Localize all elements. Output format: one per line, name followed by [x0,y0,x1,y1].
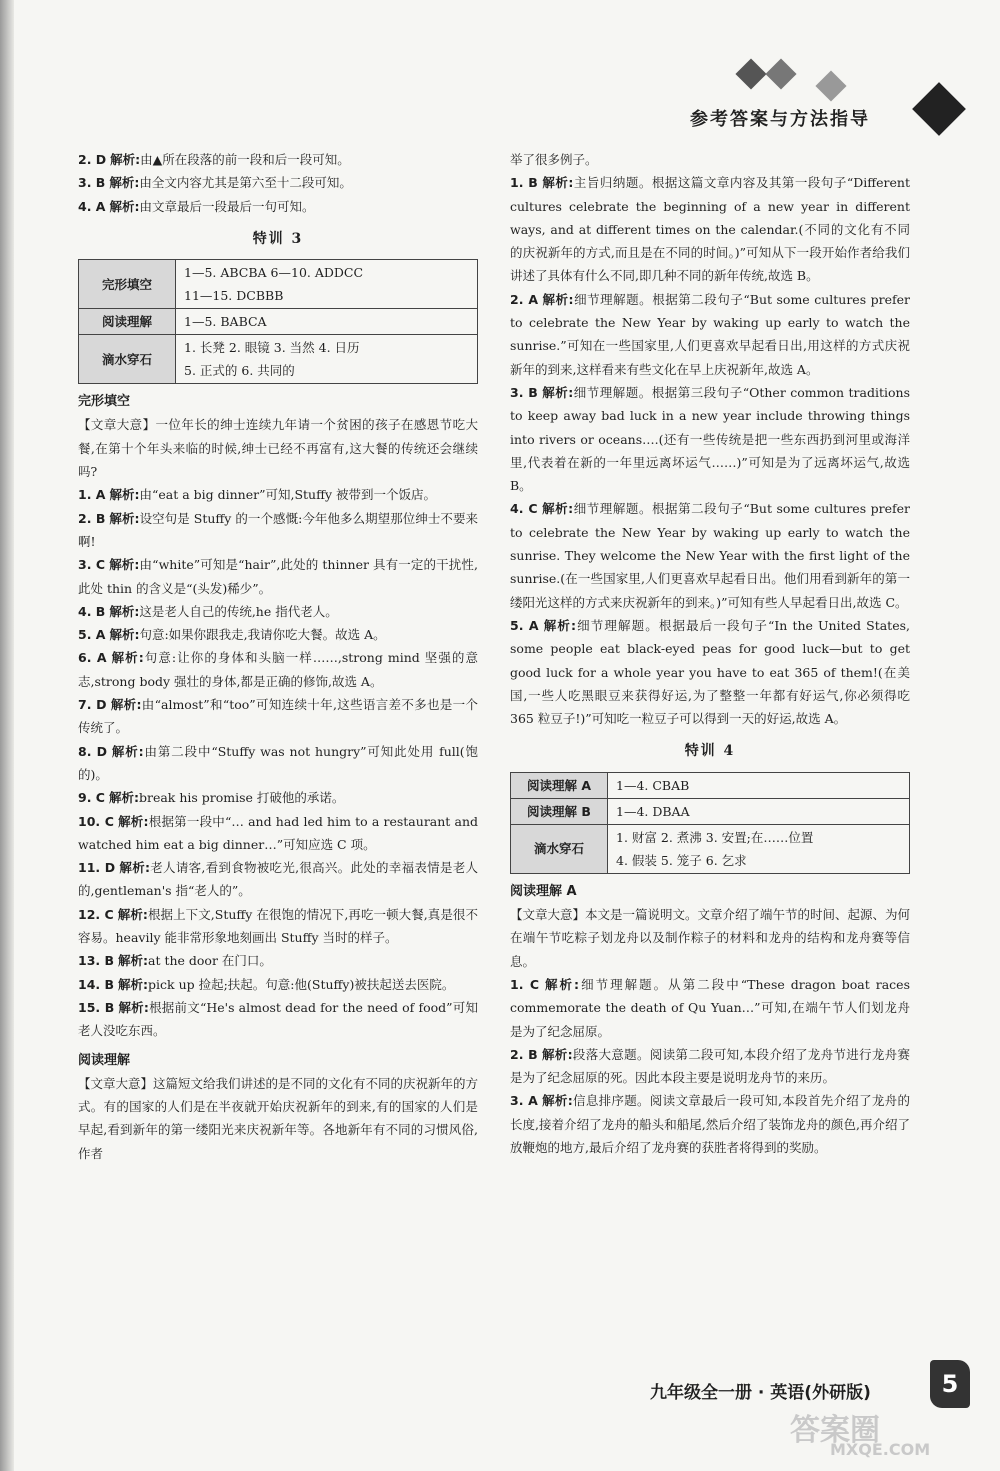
item-label: 解析: [542,291,574,307]
table-key: 完形填空 [79,260,176,309]
item-text: 由“eat a big dinner”可知,Stuffy 被带到一个饭店。 [139,487,436,503]
table-row [511,824,910,873]
item-number: 12. C [78,906,114,922]
item-number: 2. A [510,291,538,307]
item-number: 8. D [78,743,108,759]
item-number: 2. B [510,1046,538,1062]
answer-item [78,786,478,809]
item-text: pick up 捡起;扶起。句意:他(Stuffy)被扶起送去医院。 [148,976,455,992]
table-value: 1—4. CBAB [608,772,910,798]
answer-table-3 [78,259,478,384]
table-value: 1. 财富 2. 煮沸 3. 安置;在……位置 4. 假装 5. 笼子 6. 乞求 [608,824,910,873]
item-number: 11. D [78,860,116,876]
article-summary: 【文章大意】一位年长的绅士连续九年请一个贫困的孩子在感恩节吃大餐,在第十个年头来临的时候,绅士已经不再富有,这大餐的传统还会继续吗? [78,417,478,480]
answer-table-4 [510,772,910,874]
section-heading: 阅读理解 A [510,883,577,899]
table-row [511,772,910,798]
answer-item [78,623,478,646]
watermark-url: MXQE.COM [830,1440,931,1459]
item-number: 4. B [78,603,106,619]
answer-item [78,810,478,857]
item-label: 解析: [118,999,149,1015]
item-text: 由“white”可知是“hair”,此处的 thinner 具有一定的干扰性,此处 thin 的含义是“(头发)稀少”。 [78,557,478,596]
item-number: 7. D [78,697,107,713]
answer-item [78,483,478,506]
item-text: 由文章最后一段最后一句可知。 [139,198,315,214]
item-label: 解析: [542,175,574,191]
item-text: 句意:让你的身体和头脑一样……,strong mind 坚强的意志,strong body 强壮的身体,都是正确的修饰,故选 A。 [78,650,479,689]
table-value: 1—5. ABCBA 6—10. ADDCC 11—15. DCBBB [176,260,478,309]
answer-item [510,497,910,613]
item-number: 15. B [78,999,115,1015]
answer-item [510,171,910,287]
answer-item [78,600,478,623]
item-label: 解析: [542,384,574,400]
answer-item [510,1089,910,1159]
item-label: 解析: [118,813,149,829]
item-text: 根据前文“He's almost dead for the need of food”可知老人没吃东西。 [78,999,478,1039]
table-key: 阅读理解 B [511,798,608,824]
item-number: 3. B [78,175,106,191]
item-number: 3. B [510,384,538,400]
item-text: 主旨归纳题。根据这篇文章内容及其第一段句子“Different cultures celebrate the beginning of a new year in different ways, and at different times on the calendar.(不同的文化有不同的庆祝新年的方式,而且是在不同的时间。)”可知从下一段开始作者给我们讲述了具体有什么不同,即几种不同的新年传统,故选 B。 [510,175,911,284]
item-text: 段落大意题。阅读第二段可知,本段介绍了龙舟节进行龙舟赛是为了纪念屈原的死。因此本段主要是说明龙舟节的来历。 [510,1046,910,1086]
item-text: 句意:如果你跟我走,我请你吃大餐。故选 A。 [139,627,386,643]
diamond-ornament [815,70,846,101]
answer-item [510,381,910,497]
answer-item [78,148,478,171]
item-label: 解析: [109,603,140,619]
item-text: 根据第一段中“… and had led him to a restaurant and watched him eat a big dinner…”可知应选 C 项。 [78,813,479,852]
section-title-3: 特训 3 [252,230,304,247]
item-label: 解析: [542,501,574,517]
item-number: 1. A [78,487,106,503]
item-number: 5. A [78,627,106,643]
item-text: 根据上下文,Stuffy 在很饱的情况下,再吃一顿大餐,真是很不容易。heavily 能非常形象地刻画出 Stuffy 当时的样子。 [78,906,478,946]
item-text: 信息排序题。阅读文章最后一段可知,本段首先介绍了龙舟的长度,接着介绍了龙舟的船头和船尾,然后介绍了装饰龙舟的颜色,再介绍了放鞭炮的地方,最后介绍了龙舟赛的获胜者将得到的奖励。 [510,1093,910,1155]
item-label: 解析: [109,557,140,573]
item-number: 3. A [510,1093,538,1109]
answer-item [510,973,910,1043]
answer-item [78,903,478,950]
diamond-ornament [765,58,796,89]
answer-item [78,646,478,693]
item-text: 老人请客,看到食物被吃光,很高兴。此处的幸福表情是老人的,gentleman's 指“老人的”。 [78,860,478,899]
item-number: 2. D [78,152,107,167]
item-text: 由第二段中“Stuffy was not hungry”可知此处用 full(饱的)。 [78,743,478,782]
item-label: 解析: [111,743,144,759]
item-label: 解析: [119,860,150,876]
table-value: 1—5. BABCA [176,309,478,335]
item-label: 解析: [118,953,149,969]
answer-item [510,614,910,730]
item-label: 解析: [545,976,580,992]
item-text: 设空句是 Stuffy 的一个感慨:今年他多么期望那位绅士不要来啊! [78,510,479,549]
item-number: 4. C [510,501,538,517]
article-summary: 【文章大意】这篇短文给我们讲述的是不同的文化有不同的庆祝新年的方式。有的国家的人们是在半夜就开始庆祝新年的到来,有的国家的人们是早起,看到新年的第一缕阳光来庆祝新年等。各地新年有不同的习惯风俗,作者 [78,1075,479,1161]
table-value: 1. 长凳 2. 眼镜 3. 当然 4. 日历 5. 正式的 6. 共同的 [176,335,478,384]
diamond-ornament [735,58,766,89]
item-number: 13. B [78,953,115,969]
item-text: at the door 在门口。 [148,953,272,969]
item-label: 解析: [109,198,140,214]
item-label: 解析: [117,906,148,922]
item-number: 4. A [78,198,106,214]
item-label: 解析: [111,650,144,666]
item-text: 细节理解题。从第二段中“These dragon boat races commemorate the death of Qu Yuan…”可知,在端午节人们划龙舟是为了纪念屈原。 [510,976,910,1039]
item-text: 细节理解题。根据最后一段句子“In the United States, some people eat black-eyed peas for good luck—but to get good luck for a whole year you have to eat 365 of them!(在美国,一些人吃黑眼豆来获得好运,为了整整一年都有好运气,你必须得吃 365 粒豆子!)”可知吃一粒豆子可以得到一天的好运,故选 A。 [510,617,910,727]
item-text: 由全文内容尤其是第六至十二段可知。 [139,175,352,191]
table-key: 阅读理解 [79,309,176,335]
item-number: 2. B [78,510,106,526]
item-label: 解析: [110,152,141,167]
item-label: 解析: [108,790,139,806]
book-spine [0,0,14,1471]
table-key: 滴水穿石 [511,824,608,873]
table-row [79,260,478,309]
answer-item [78,507,478,554]
table-key: 阅读理解 A [511,772,608,798]
section-heading: 阅读理解 [78,1052,131,1068]
footer-text: 九年级全一册 · 英语(外研版) [650,1383,871,1403]
answer-item [78,856,478,903]
item-text: 细节理解题。根据第三段句子“Other common traditions to keep away bad luck in a new year include throwing things into rivers or oceans….(还有一些传统是把一些东西扔到河里或海洋里,代表着在新的一年里远离坏运气……)”可知是为了远离坏运气,故选 B。 [510,384,910,494]
item-label: 解析: [109,627,140,643]
page-number: 5 [930,1360,970,1408]
answer-item [510,1043,910,1090]
answer-item [78,171,478,194]
item-label: 解析: [109,175,140,191]
item-text: 细节理解题。根据第二段句子“But some cultures prefer to celebrate the New Year by waking up early to watch the sunrise. They welcome the New Year with the first light of the sunrise.(在一些国家里,人们更喜欢早起看日出。他们用看到新年的第一缕阳光这样的方式来庆祝新年的到来。)”可知有些人早起看日出,故选 C。 [510,501,910,610]
left-column [78,148,478,1165]
answer-item [78,195,478,218]
answer-item [78,973,478,996]
table-value: 1—4. DBAA [608,798,910,824]
item-label: 解析: [543,617,576,633]
item-number: 1. C [510,976,539,992]
answer-item [78,693,478,740]
item-label: 解析: [110,697,142,713]
item-number: 6. A [78,650,107,666]
article-summary: 【文章大意】本文是一篇说明文。文章介绍了端午节的时间、起源、为何在端午节吃粽子划龙舟以及制作粽子的材料和龙舟的结构和龙舟赛等信息。 [510,907,911,969]
table-row [511,798,910,824]
table-key: 滴水穿石 [79,335,176,384]
item-text: 由“almost”和“too”可知连续十年,这些语言差不多也是一个传统了。 [78,697,478,736]
continued-text: 举了很多例子。 [510,152,598,167]
item-text: 细节理解题。根据第二段句子“But some cultures prefer to celebrate the New Year by waking up early to watch the sunrise.”可知在一些国家里,人们更喜欢早起看日出,用这样的方式庆祝新年的到来,这样看来有些文化在早上庆祝新年,故选 A。 [510,291,910,377]
item-label: 解析: [109,510,140,526]
item-label: 解析: [109,487,140,503]
item-label: 解析: [541,1046,573,1062]
item-number: 14. B [78,976,115,992]
item-number: 1. B [510,175,538,191]
item-number: 10. C [78,813,114,829]
item-text: break his promise 打破他的承诺。 [138,790,345,806]
item-number: 3. C [78,557,106,573]
item-number: 9. C [78,790,105,806]
item-label: 解析: [542,1093,573,1109]
answer-item [510,288,910,381]
section-heading: 完形填空 [78,394,131,410]
right-column [510,148,910,1159]
item-text: 这是老人自己的传统,he 指代老人。 [139,603,338,619]
item-text: 由▲所在段落的前一段和后一段可知。 [140,152,350,167]
watermark-logo: 答案圈 [790,1413,880,1448]
section-title-4: 特训 4 [684,743,736,760]
table-row [79,309,478,335]
answer-item [78,996,478,1043]
answer-item [78,949,478,972]
answer-item [78,553,478,600]
item-number: 5. A [510,617,539,633]
answer-item [78,740,478,787]
table-row [79,335,478,384]
item-label: 解析: [118,976,149,992]
header-title: 参考答案与方法指导 [690,109,870,130]
diamond-ornament [912,82,966,136]
